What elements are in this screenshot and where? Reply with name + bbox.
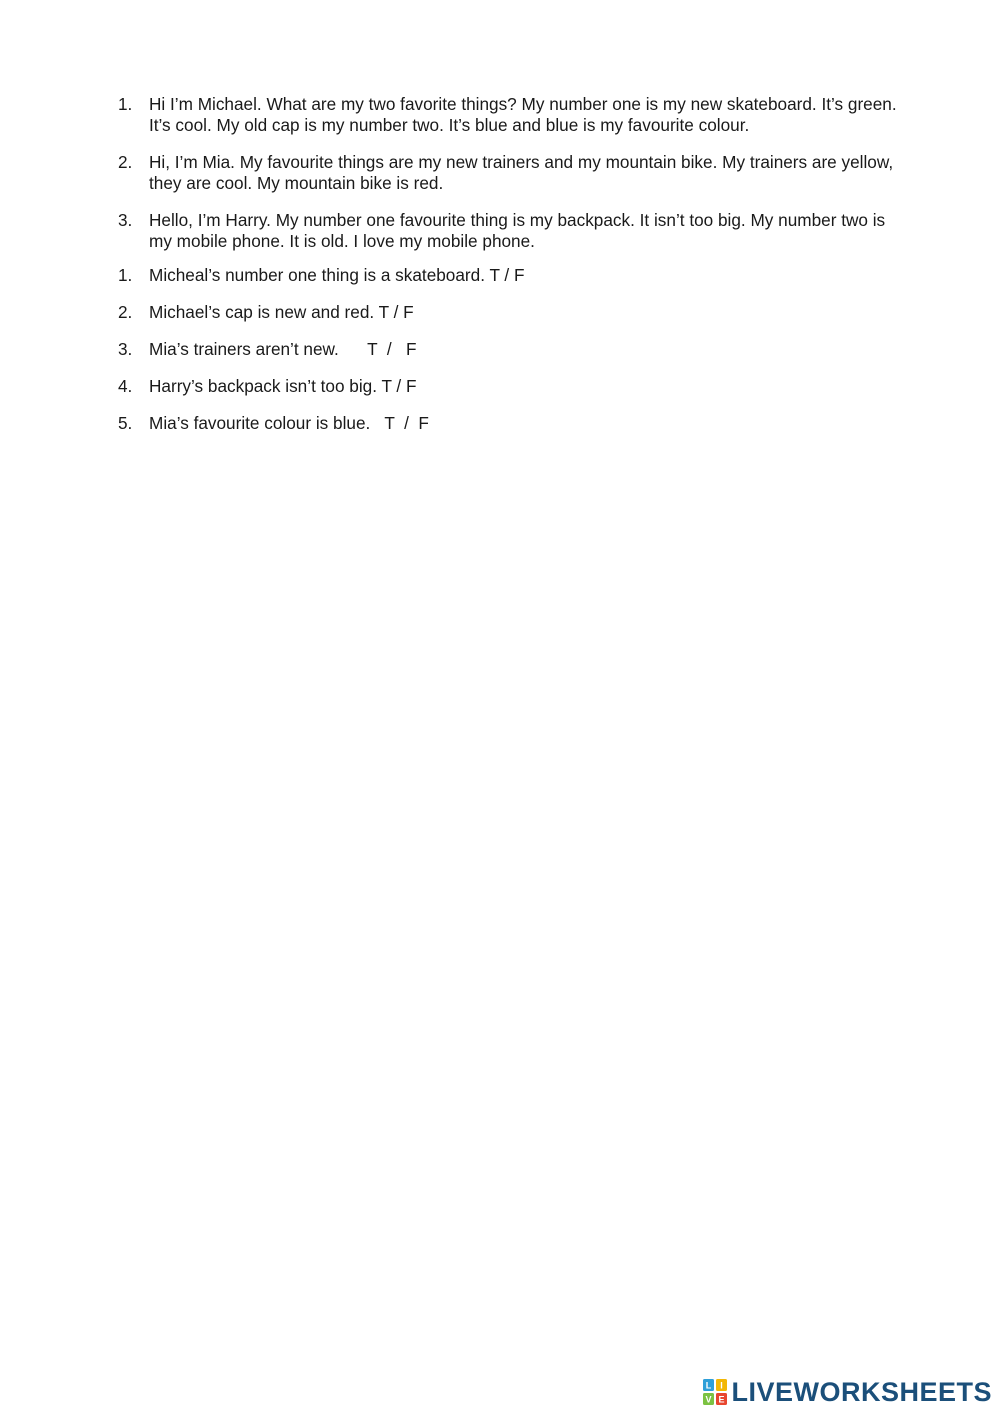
item-number: 5. bbox=[118, 413, 133, 433]
passage-text: Hello, I’m Harry. My number one favourite thing is my backpack. It isn’t too big. My number two is my mobile phone. It is old. I love my mobile phone. bbox=[149, 210, 890, 251]
question-item bbox=[118, 376, 908, 397]
item-number: 1. bbox=[118, 94, 133, 114]
liveworksheets-watermark bbox=[703, 1377, 992, 1407]
item-number: 2. bbox=[118, 302, 133, 322]
brand-name: LIVEWORKSHEETS bbox=[731, 1376, 992, 1407]
question-text: Micheal’s number one thing is a skateboard. T / F bbox=[149, 265, 525, 285]
liveworksheets-logo-icon bbox=[703, 1379, 727, 1405]
question-text: Michael’s cap is new and red. T / F bbox=[149, 302, 414, 322]
item-number: 3. bbox=[118, 339, 133, 359]
question-item bbox=[118, 302, 908, 323]
reading-passage bbox=[118, 94, 908, 136]
question-text: Mia’s trainers aren’t new. T / F bbox=[149, 339, 417, 359]
item-number: 1. bbox=[118, 265, 133, 285]
item-number: 4. bbox=[118, 376, 133, 396]
svg-text:I: I bbox=[720, 1380, 724, 1391]
question-item bbox=[118, 413, 908, 434]
question-text: Harry’s backpack isn’t too big. T / F bbox=[149, 376, 417, 396]
item-number: 2. bbox=[118, 152, 133, 172]
reading-passage bbox=[118, 152, 908, 194]
reading-passages bbox=[118, 94, 908, 268]
true-false-questions bbox=[118, 265, 908, 450]
question-text: Mia’s favourite colour is blue. T / F bbox=[149, 413, 429, 433]
question-item bbox=[118, 265, 908, 286]
item-number: 3. bbox=[118, 210, 133, 230]
passage-text: Hi, I’m Mia. My favourite things are my new trainers and my mountain bike. My trainers are yellow, they are cool. My mountain bike is red. bbox=[149, 152, 898, 193]
svg-text:L: L bbox=[706, 1380, 712, 1391]
passage-text: Hi I’m Michael. What are my two favorite things? My number one is my new skateboard. It’s green. It’s cool. My old cap is my number two. It’s blue and blue is my favourite colour. bbox=[149, 94, 902, 135]
reading-passage bbox=[118, 210, 908, 252]
question-item bbox=[118, 339, 908, 360]
svg-text:V: V bbox=[705, 1394, 712, 1405]
svg-text:E: E bbox=[718, 1394, 725, 1405]
